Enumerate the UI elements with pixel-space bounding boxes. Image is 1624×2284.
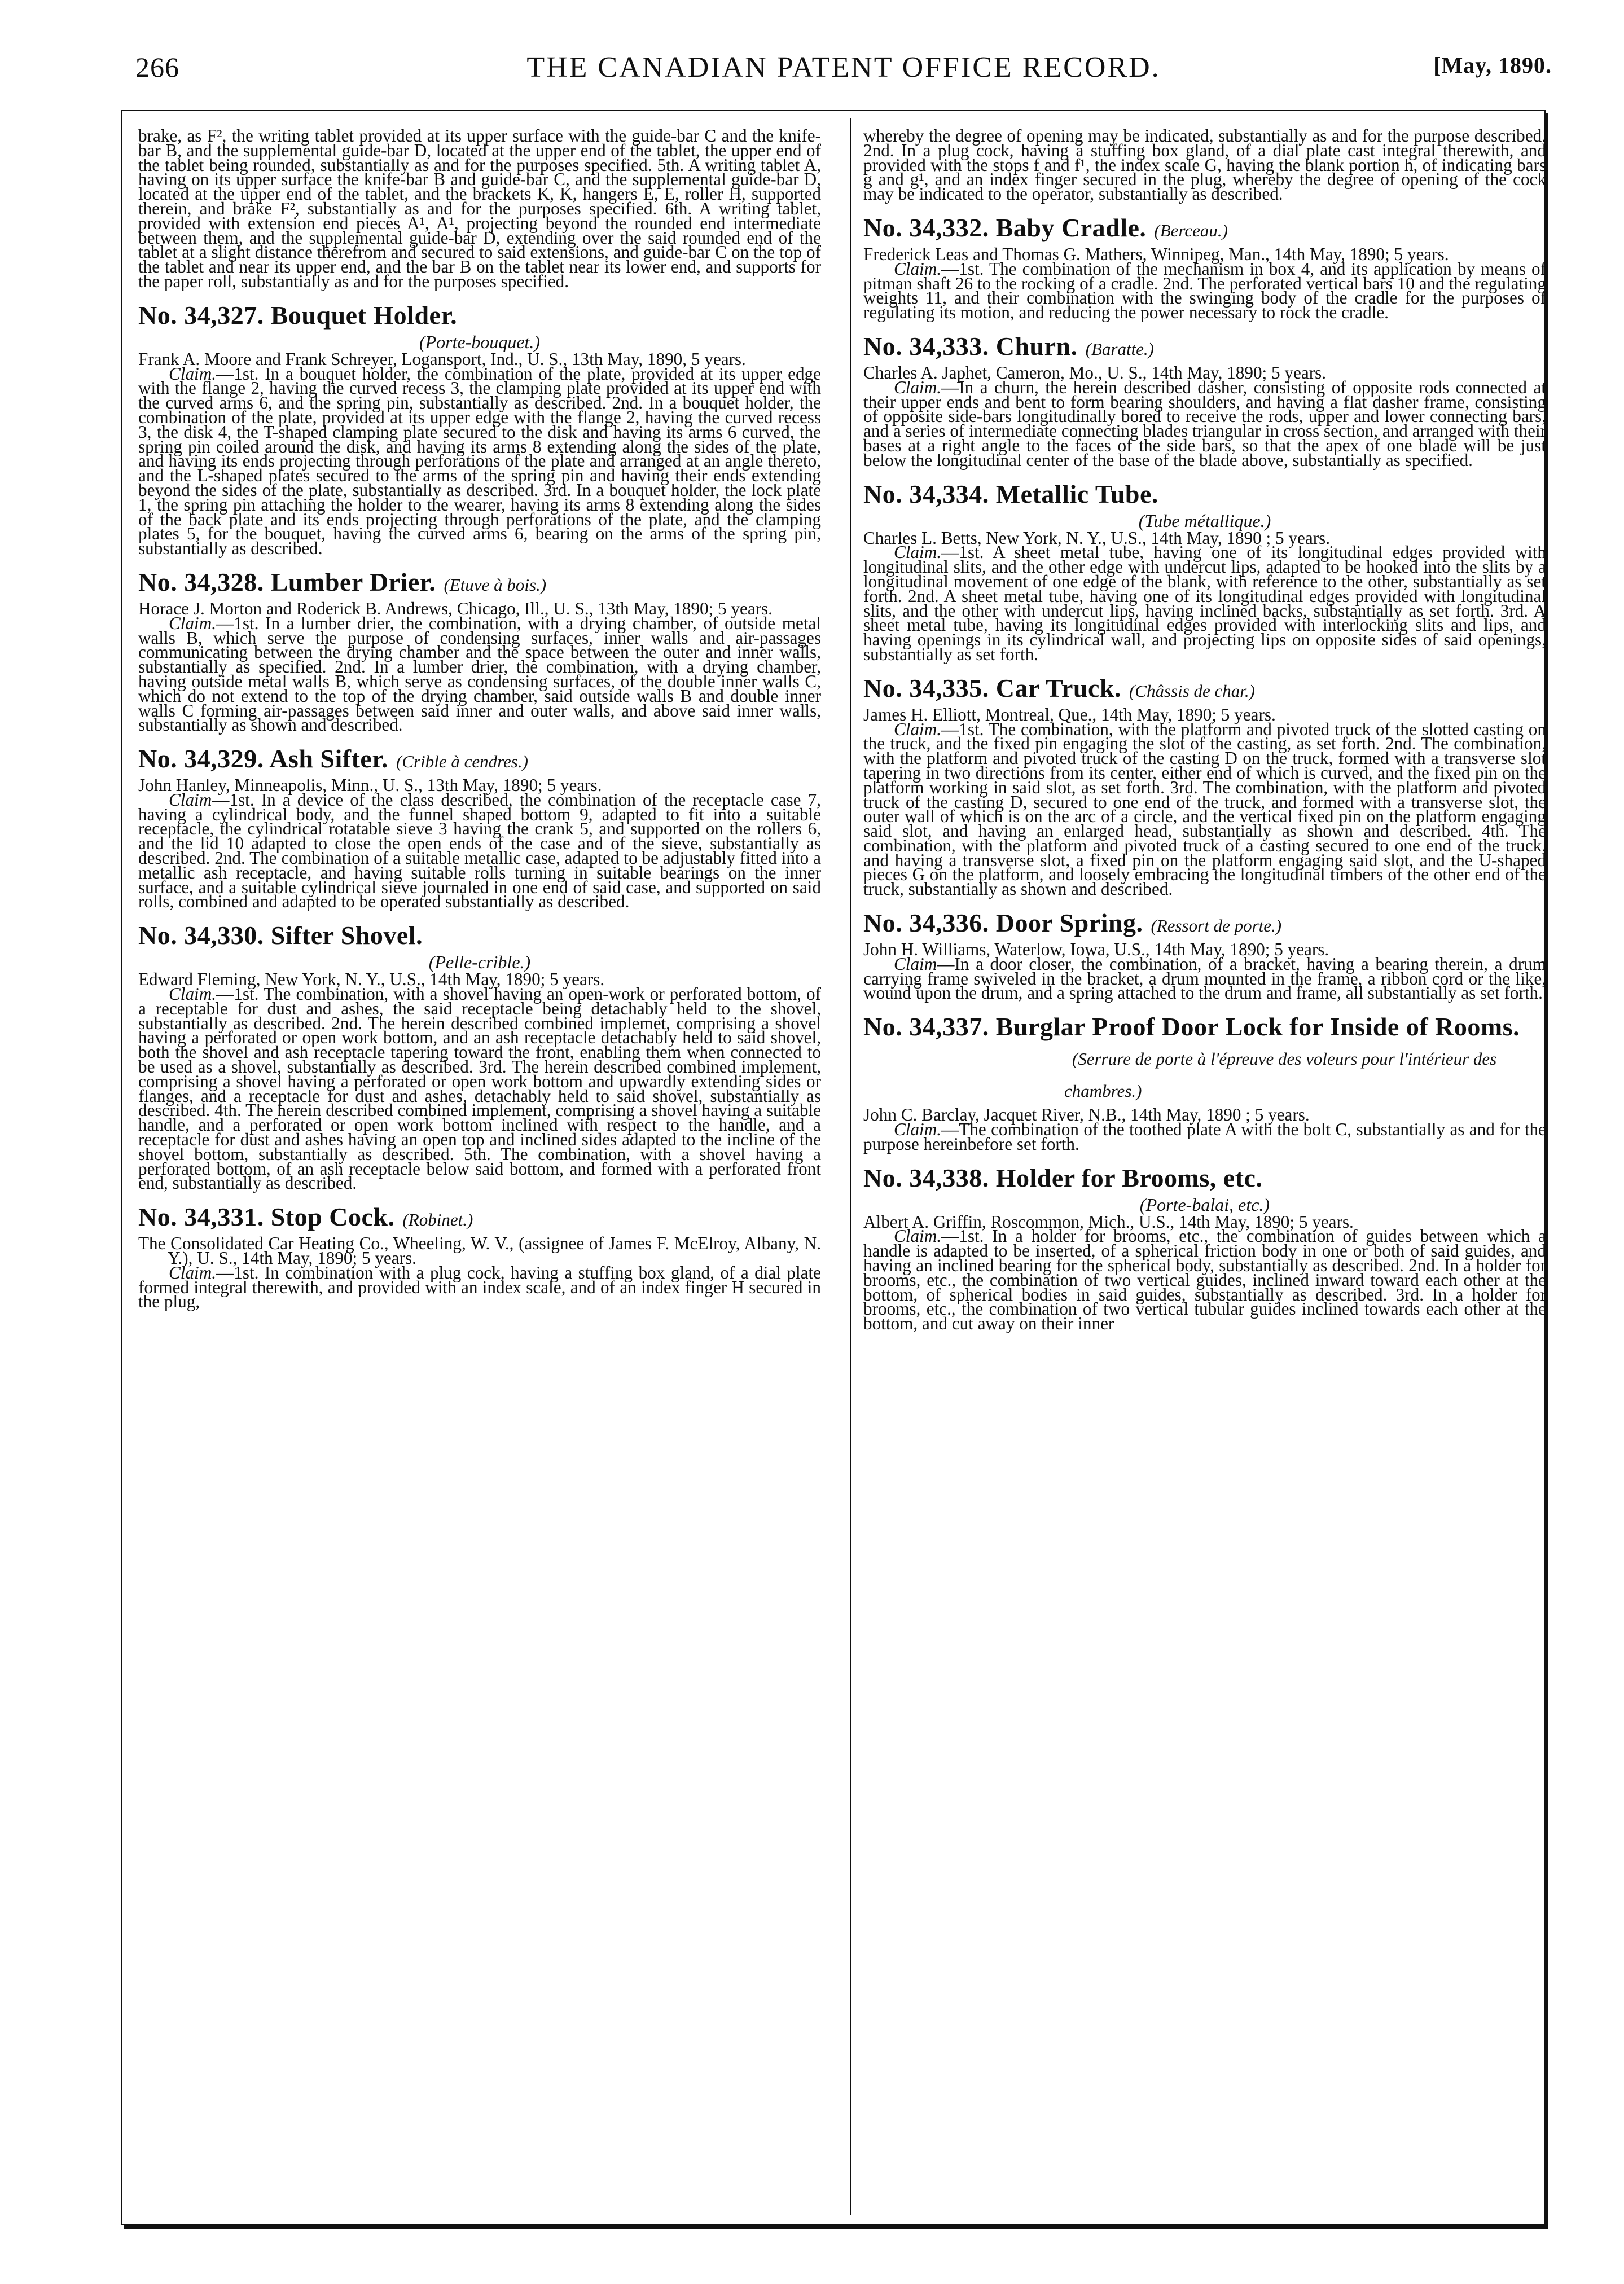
claim — [138, 789, 821, 912]
claim-label: Claim. — [169, 1262, 217, 1282]
continuation-text: brake, as F², the writing tablet provided at its upper surface with the guide-bar C and the knife-bar B, and the supplemental guide-bar D, located at the upper end of the tablet, the upper end of the tablet being rounded, substantially as and for the purposes specified. 5th. A writing tablet A, having on its upper surface the knife-bar B and guide-bar C, and the supplemental guide-bar D, located at the upper end of the tablet, and the brackets K, K, hangers E, E, roller H, supported therein, and brake F², substantially as and for the purposes specified. 6th. A writing tablet, provided with extension end pieces A¹, A¹, projecting beyond the rounded end intermediate between them, and the supplemental guide-bar D, extending over the said rounded end of the tablet at a slight distance therefrom and secured to said extensions, and guide-bar C on the top of the tablet and near its upper end, and the bar B on the tablet near its lower end, and supports for the paper roll, substantially as and for the purposes specified. — [138, 129, 821, 291]
patent-entry — [138, 921, 821, 1191]
patent-title: Door Spring. — [995, 908, 1143, 938]
patent-heading — [863, 674, 1546, 706]
claim-label: Claim. — [894, 258, 942, 279]
column-divider — [850, 118, 851, 2215]
patent-title: Stop Cock. — [270, 1202, 395, 1232]
claim-text: —1st. In a bouquet holder, the combination of the plate, provided at its upper edge with the flange 2, having the curved recess 3, the clamping plate provided at its upper end with the curved arms 6, and the spring pin, substantially as described. 2nd. In a bouquet holder, the combination of the plate, provided at its upper edge with the flange 2, having the curved recess 3, the disk 4, the T-shaped clamping plate secured to the disk and having its arms 6 curved, the spring pin coiled around the disk, and having its arms 8 extending along the sides of the plate, and having its ends projecting through perforations of the plate and arranged at an angle thereto, and the L-shaped plates secured to the arms of the spring pin and having their ends extending beyond the sides of the plate, substantially as described. 3rd. In a bouquet holder, the lock plate 1, the spring pin attaching the holder to the wearer, having its arms 8 extending along the sides of the back plate and its ends projecting through perforations of the plate, and the clamping plates 5, for the bouquet, having the curved arms 6, bearing on the arms of the spring pin, substantially as described. — [138, 363, 821, 559]
patent-title: Baby Cradle. — [995, 213, 1147, 242]
patent-heading — [138, 1202, 821, 1235]
claim-label: Claim. — [894, 719, 942, 739]
inventors: Albert A. Griffin, Roscommon, Mich., U.S., 14th May, 1890; 5 years. — [863, 1211, 1354, 1232]
patent-heading — [863, 1012, 1546, 1106]
patent-heading — [863, 213, 1546, 245]
inventors: Charles L. Betts, New York, N. Y., U.S., 14th May, 1890 ; 5 years. — [863, 528, 1331, 548]
claim — [138, 984, 821, 1193]
patent-title: Sifter Shovel. — [270, 921, 423, 950]
inventors: Edward Fleming, New York, N. Y., U.S., 14th May, 1890; 5 years. — [138, 969, 605, 990]
claim — [138, 1262, 821, 1312]
patent-heading — [863, 332, 1546, 364]
french-title: (Ressort de porte.) — [1151, 916, 1282, 936]
continuation-text: whereby the degree of opening may be indicated, substantially as and for the purpose described. 2nd. In a plug cock, having a stuffing box gland, of a dial plate cast integral therewith, and provided with the stops f and f¹, the index scale G, having the blank portion h, of indicating bars g and g¹, and an index finger secured in the plug, whereby the degree of opening of the cock may be indicated to the operator, substantially as described. — [863, 129, 1546, 204]
inventors: Frank A. Moore and Frank Schreyer, Logansport, Ind., U. S., 13th May, 1890, 5 years. — [138, 349, 746, 369]
right-column — [863, 129, 1546, 2211]
patent-number: No. 34,331. — [138, 1202, 264, 1232]
claim — [863, 258, 1546, 323]
inventors: Frederick Leas and Thomas G. Mathers, Winnipeg, Man., 14th May, 1890; 5 years. — [863, 244, 1449, 264]
french-title: (Crible à cendres.) — [396, 752, 528, 772]
claim-text: —The combination of the toothed plate A with the bolt C, substantially as and for the purpose hereinbefore set forth. — [863, 1119, 1546, 1154]
claim — [138, 613, 821, 735]
patent-entry — [863, 213, 1546, 323]
claim-text: —1st. A sheet metal tube, having one of its longitudinal edges provided with longitudinal slits, and the other edge with undercut lips, adapted to be hooked into the slits by a longitudinal movement of one edge of the blank, with reference to the other, substantially as set forth. 2nd. A sheet metal tube, having one of its longitudinal edges provided with longitudinal slits, and the other with undercut lips, having inclined backs, substantially as set forth. 3rd. A sheet metal tube, having its longitudinal edges provided with interlocking slits and lips, and having openings in its cylindrical wall, and projecting lips on opposite sides of said openings, substantially as set forth. — [863, 542, 1546, 664]
claim-text: —1st. The combination, with a shovel having an open-work or perforated bottom, of a receptable for dust and ashes, the said receptacle being detachably held to the shovel, substantially as described. 2nd. The herein described combined implemet, comprising a shovel having a perforated or open work bottom, and an ash receptacle detachably held to said shovel, both the shovel and ash receptacle tapering toward the front, enabling them when connected to be used as a shovel, substantially as described. 3rd. The herein described combined implement, comprising a shovel having a perforated or open work bottom and upwardly extending sides or flanges, and a receptacle for dust and ashes, detachably held to said shovel, substantially as described. 4th. The herein described combined implement, comprising a shovel having a suitable handle, and a perforated or open work bottom inclined with respect to the handle, and a receptacle for dust and ashes having an open top and inclined sides adapted to the incline of the shovel bottom, substantially as described. 5th. The combination, with a shovel having a perforated bottom, of an ash receptacle below said bottom, and formed with a perforated front end, substantially as described. — [138, 984, 821, 1193]
claim-text: —1st. In a device of the class described, the combination of the receptacle case 7, having a cylindrical body, and the funnel shaped bottom 9, adapted to fit into a suitable receptacle, the cylindrical rotatable sieve 3 having the crank 5, and supported on the rollers 6, and the lid 10 adapted to close the open ends of the case and of the sieve, substantially as described. 2nd. The combination of a suitable metallic case, adapted to be adjustably fitted into a metallic ash receptacle, and having suitable rolls turning in suitable bearings on the inner surface, and a suitable cylindrical sieve journaled in one end of said case, and supported on said rolls, combined and adapted to be operated substantially as described. — [138, 789, 821, 912]
patent-title: Bouquet Holder. — [270, 300, 458, 330]
claim-label: Claim. — [169, 363, 217, 384]
french-title: (Etuve à bois.) — [444, 574, 547, 595]
patent-title: Burglar Proof Door Lock for Inside of Rooms. — [995, 1012, 1520, 1042]
patent-heading — [863, 480, 1546, 509]
claim-label: Claim. — [169, 984, 217, 1004]
patent-heading — [138, 568, 821, 600]
claim-text: —1st. In combination with a plug cock, having a stuffing box gland, of a dial plate formed integral therewith, and provided with an index scale, and of an index finger H secured in the plug, — [138, 1262, 821, 1312]
french-title: (Serrure de porte à l'épreuve des voleurs pour l'intérieur des chambres.) — [1064, 1049, 1497, 1101]
patent-number: No. 34,337. — [863, 1012, 989, 1042]
patent-entry — [863, 332, 1546, 468]
patent-number: No. 34,335. — [863, 673, 989, 702]
inventors: Charles A. Japhet, Cameron, Mo., U. S., 14th May, 1890; 5 years. — [863, 362, 1327, 383]
journal-title: THE CANADIAN PATENT OFFICE RECORD. — [526, 51, 1161, 84]
french-title: (Berceau.) — [1154, 220, 1228, 240]
patent-heading — [138, 744, 821, 776]
inventors: John Hanley, Minneapolis, Minn., U. S., 13th May, 1890; 5 years. — [138, 775, 602, 796]
patent-title: Holder for Brooms, etc. — [995, 1163, 1263, 1192]
patent-title: Churn. — [995, 331, 1078, 361]
page-number: 266 — [135, 51, 179, 83]
patent-heading — [138, 921, 821, 950]
claim-text: —1st. In a lumber drier, the combination, with a drying chamber, of outside metal walls B, which serve the purpose of condensing surfaces, inner walls and air-passages communicating between the drying chamber and the space between the outer and inner walls, substantially as specified. 2nd. In a lumber drier, the combination, with a drying chamber, having outside metal walls B, which serve as condensing surfaces, of the double inner walls C, which do not extend to the top of the drying chamber, said outside walls B and double inner walls C forming air-passages between said inner and outer walls, and above said inner walls, substantially as shown and described. — [138, 613, 821, 735]
patent-number: No. 34,334. — [863, 479, 989, 508]
patent-number: No. 34,327. — [138, 300, 264, 330]
french-title: (Baratte.) — [1085, 339, 1155, 359]
patent-number: No. 34,333. — [863, 331, 989, 361]
patent-number: No. 34,329. — [138, 744, 264, 774]
claim — [138, 363, 821, 559]
patent-number: No. 34,338. — [863, 1163, 989, 1192]
claim — [863, 377, 1546, 470]
claim-label: Claim. — [894, 542, 942, 563]
patent-entry — [863, 1012, 1546, 1154]
french-title: (Châssis de char.) — [1129, 680, 1256, 701]
issue-date: [May, 1890. — [1433, 52, 1552, 78]
claim-label: Claim. — [894, 1119, 942, 1140]
patent-heading — [863, 1163, 1546, 1193]
french-title: (Pelle-crible.) — [428, 952, 531, 973]
claim — [863, 719, 1546, 899]
french-title: (Tube métallique.) — [1138, 510, 1271, 531]
claim-label: Claim — [169, 789, 212, 810]
patent-entry — [138, 744, 821, 912]
patent-number: No. 34,330. — [138, 921, 264, 950]
patent-entry — [863, 908, 1546, 1003]
claim-text: —1st. The combination, with the platform and pivoted truck of the slotted casting on the truck, and the fixed pin engaging the slot of the casting, as set forth. 2nd. The combination, with the platform and pivoted truck of the casting D on the truck, formed with a transverse slot tapering in two directions from its center, either end of which is curved, and the fixed pin on the platform working in said slot, as set forth. 3rd. The combination, with the platform and pivoted truck of the casting D, secured to one end of the truck, and formed with a transverse slot, the outer wall of which is on the arc of a circle, and the vertical fixed pin on the platform engaging said slot, and having an enlarged head, substantially as shown and described. 4th. The combination, with the platform and pivoted truck of a casting secured to one end of the truck, and having a transverse slot, a fixed pin on the platform engaging said slot, and the U-shaped pieces G on the platform, and loosely embracing the longitudinal timbers of the other end of the truck, substantially as shown and described. — [863, 719, 1546, 899]
patent-entry — [863, 480, 1546, 662]
claim — [863, 1226, 1546, 1334]
claim — [863, 1119, 1546, 1154]
patent-entry — [863, 1163, 1546, 1334]
patent-title: Ash Sifter. — [269, 744, 389, 774]
patent-entry — [138, 1202, 821, 1312]
patent-number: No. 34,332. — [863, 213, 989, 242]
claim-text: —In a door closer, the combination, of a bracket, having a bearing therein, a drum carrying frame swiveled in the bracket, a drum mounted in the frame, a ribbon cord or the like, wound upon the drum, and a spring attached to the drum and frame, all substantially as set forth. — [863, 954, 1546, 1003]
patent-number: No. 34,328. — [138, 567, 264, 596]
inventors: James H. Elliott, Montreal, Que., 14th May, 1890; 5 years. — [863, 704, 1276, 724]
french-title: (Porte-balai, etc.) — [1139, 1194, 1270, 1215]
patent-entry — [863, 674, 1546, 897]
claim — [863, 542, 1546, 664]
claim-text: —1st. The combination of the mechanism in box 4, and its application by means of pitman shaft 26 to the rocking of a cradle. 2nd. The perforated vertical bars 10 and the regulating weights 11, and their combination with the swinging body of the cradle for the purposes of regulating its motion, and reducing the power necessary to rock the cradle. — [863, 258, 1546, 323]
claim — [863, 954, 1546, 1003]
page-header — [135, 51, 1552, 85]
patent-heading — [138, 301, 821, 330]
patent-number: No. 34,336. — [863, 908, 989, 938]
french-title: (Porte-bouquet.) — [419, 331, 541, 352]
inventors: The Consolidated Car Heating Co., Wheeling, W. V., (assignee of James F. McElroy, Albany, N. Y.), U. S., 14th May, 1890; 5 years. — [138, 1233, 821, 1268]
claim-text: —1st. In a holder for brooms, etc., the combination of guides between which a handle is adapted to be inserted, of a spherical friction body in one or both of said guides, and having an inclined bearing for the spherical body, substantially as described. 2nd. In a holder for brooms, etc., the combination of two vertical guides, inclined inward toward each other at the bottom, of spherical bodies in said guides, substantially as described. 3rd. In a holder for brooms, etc., the combination of two vertical tubular guides inclined towards each other at the bottom, and cut away on their inner — [863, 1226, 1546, 1334]
patent-title: Lumber Drier. — [270, 567, 436, 596]
patent-title: Car Truck. — [995, 673, 1121, 702]
patent-entry — [138, 300, 821, 559]
claim-label: Claim — [894, 954, 937, 974]
inventors: John H. Williams, Waterlow, Iowa, U.S., 14th May, 1890; 5 years. — [863, 939, 1329, 960]
claim-label: Claim. — [894, 377, 942, 397]
claim-label: Claim. — [894, 1226, 942, 1246]
inventors: John C. Barclay, Jacquet River, N.B., 14th May, 1890 ; 5 years. — [863, 1105, 1310, 1125]
patent-entry — [138, 567, 821, 735]
claim-text: —In a churn, the herein described dasher, consisting of opposite rods connected at their upper ends and bent to form bearing shoulders, and having a flat dasher frame, consisting of opposite side-bars longitudinally bored to receive the rods, upper and lower connecting bars, and a series of intermediate connecting blades triangular in cross section, and arranged with their bases at a right angle to the faces of the side bars, so that the apex of one blade will be just below the longitudinal center of the base of the blade above, substantially as specified. — [863, 377, 1546, 470]
inventors: Horace J. Morton and Roderick B. Andrews, Chicago, Ill., U. S., 13th May, 1890; 5 years. — [138, 598, 773, 618]
patent-title: Metallic Tube. — [995, 479, 1158, 508]
patent-heading — [863, 908, 1546, 941]
french-title: (Robinet.) — [402, 1210, 473, 1230]
left-column — [138, 129, 821, 2211]
claim-label: Claim. — [169, 613, 217, 633]
